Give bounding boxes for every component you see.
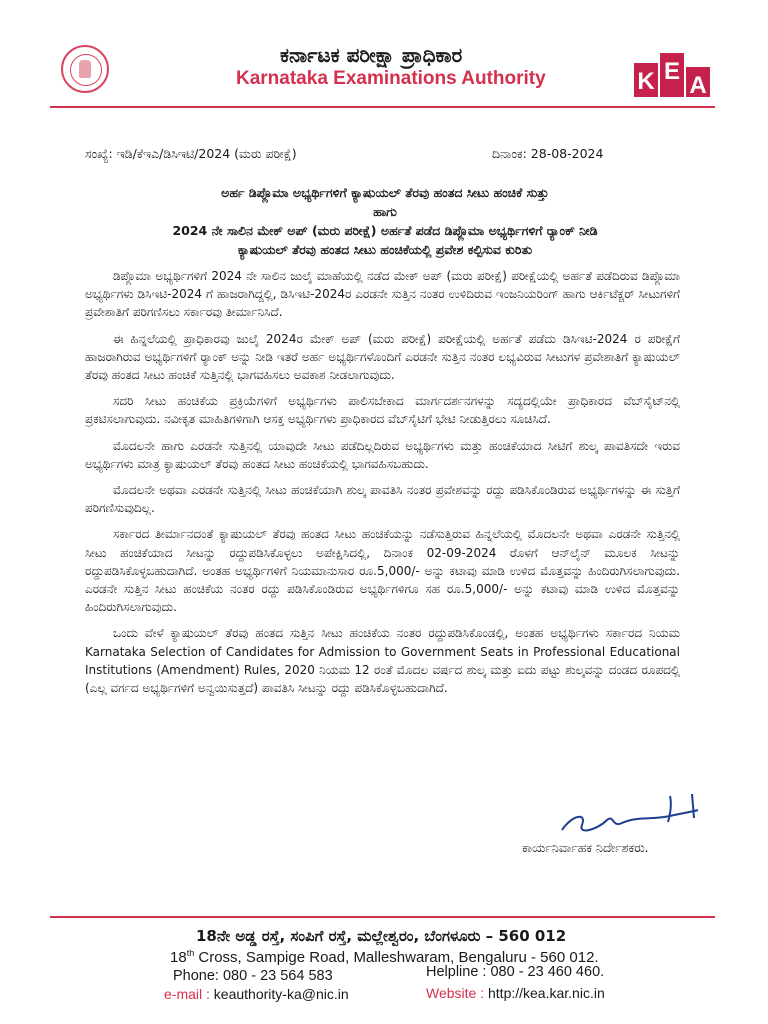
kea-logo <box>634 43 710 97</box>
letter-body <box>85 267 680 705</box>
authority-title-kannada: ಕರ್ನಾಟಕ ಪರೀಕ್ಷಾ ಪ್ರಾಧಿಕಾರ <box>280 43 463 67</box>
email-contact <box>164 986 349 1002</box>
reference-number: ಸಂಖ್ಯೆ: ಇಡಿ/ಕೆಇಎ/ಡಿಸಿಇಟಿ/2024 (ಮರು ಪರೀಕ್ಷೆ) <box>85 146 297 161</box>
kea-logo-letter-a: A <box>686 67 710 97</box>
footer-divider <box>50 916 715 918</box>
helpline-number: Helpline : 080 - 23 460 460. <box>426 964 605 980</box>
authority-title-english: Karnataka Examinations Authority <box>236 68 546 89</box>
body-paragraph: ಡಿಪ್ಲೊಮಾ ಅಭ್ಯರ್ಥಿಗಳಿಗೆ 2024 ನೇ ಸಾಲಿನ ಜುಲೈ ಮಾಹೆಯಲ್ಲಿ ನಡೆದ ಮೇಕ್ ಅಪ್ (ಮರು ಪರೀಕ್ಷೆ) ಪರೀಕ್ಷೆಯಲ್ಲಿ ಅರ್ಹತೆ ಪಡೆದಿರುವ ಡಿಪ್ಲೊಮಾ ಅಭ್ಯರ್ಥಿಗಳು ಡಿಸಿಇಟಿ-2024 ಗೆ ಹಾಜರಾಗಿದ್ದಲ್ಲಿ, ಡಿಸಿಇಟಿ-2024ರ ಎರಡನೇ ಸುತ್ತಿನ ನಂತರ ಉಳಿದಿರುವ ಇಂಜನಿಯರಿಂಗ್ ಹಾಗು ಆರ್ಕಿಟೆಕ್ಚರ್ ಸೀಟುಗಳಿಗೆ ಪ್ರವೇಶಾತಿಗೆ ಪರಿಗಣಿಸಲು ಸರ್ಕಾರವು ತೀರ್ಮಾನಿಸಿದೆ. <box>85 269 680 320</box>
website-label: Website : <box>426 985 488 1001</box>
signatory-designation: ಕಾರ್ಯನಿರ್ವಾಹಕ ನಿರ್ದೇಶಕರು. <box>522 840 649 855</box>
body-paragraph: ಮೊದಲನೇ ಅಥವಾ ಎರಡನೇ ಸುತ್ತಿನಲ್ಲಿ ಸೀಟು ಹಂಚಿಕೆಯಾಗಿ ಶುಲ್ಕ ಪಾವತಿಸಿ ನಂತರ ಪ್ರವೇಶವನ್ನು ರದ್ದು ಪಡಿಸಿಕೊಂಡಿರುವ ಅಭ್ಯರ್ಥಿಗಳನ್ನು ಈ ಸುತ್ತಿಗೆ ಪರಿಗಣಿಸುವುದಿಲ್ಲ. <box>85 483 680 516</box>
phone-number: Phone: 080 - 23 564 583 <box>173 968 333 984</box>
subject-line: ಕ್ಯಾಷುಯಲ್ ತೆರವು ಹಂತದ ಸೀಟು ಹಂಚಿಕೆಯಲ್ಲಿ ಪ್ರವೇಶ ಕಲ್ಪಿಸುವ ಕುರಿತು <box>237 242 533 257</box>
header-divider <box>50 106 715 108</box>
body-paragraph: ಸದರಿ ಸೀಟು ಹಂಚಿಕೆಯ ಪ್ರಕ್ರಿಯೆಗಳಿಗೆ ಅಭ್ಯರ್ಥಿಗಳು ಪಾಲಿಸಬೇಕಾದ ಮಾರ್ಗದರ್ಶನಗಳನ್ನು ಸದ್ಯದಲ್ಲಿಯೇ ಪ್ರಾಧಿಕಾರದ ವೆಬ್‌ಸೈಟ್‌ನಲ್ಲಿ ಪ್ರಕಟಿಸಲಾಗುವುದು. ನವೀಕೃತ ಮಾಹಿತಿಗಳಿಗಾಗಿ ಆಸಕ್ತ ಅಭ್ಯರ್ಥಿಗಳು ಪ್ರಾಧಿಕಾರದ ವೆಬ್‌ಸೈಟಿಗೆ ಭೇಟಿ ನೀಡುತ್ತಿರಲು ಸೂಚಿಸಿದೆ. <box>85 394 680 427</box>
subject-block <box>95 183 675 259</box>
seal-emblem-icon <box>79 60 91 78</box>
letter-date: ದಿನಾಂಕ: 28-08-2024 <box>492 146 604 161</box>
kea-logo-letter-e: E <box>660 53 684 97</box>
subject-line: ಅರ್ಹ ಡಿಪ್ಲೊಮಾ ಅಭ್ಯರ್ಥಿಗಳಿಗೆ ಕ್ಯಾಷುಯಲ್ ತೆರವು ಹಂತದ ಸೀಟು ಹಂಚಿಕೆ ಸುತ್ತು <box>221 185 549 200</box>
subject-line: 2024 ನೇ ಸಾಲಿನ ಮೇಕ್ ಅಪ್ (ಮರು ಪರೀಕ್ಷೆ) ಅರ್ಹತೆ ಪಡೆದ ಡಿಪ್ಲೊಮಾ ಅಭ್ಯರ್ಥಿಗಳಿಗೆ ರ್‍ಯಾಂಕ್ ನೀಡಿ <box>172 223 598 238</box>
body-paragraph: ಈ ಹಿನ್ನಲೆಯಲ್ಲಿ ಪ್ರಾಧಿಕಾರವು ಜುಲೈ 2024ರ ಮೇಕ್ ಅಪ್ (ಮರು ಪರೀಕ್ಷೆ) ಪರೀಕ್ಷೆಯಲ್ಲಿ ಅರ್ಹತೆ ಪಡೆದು ಡಿಸಿಇಟಿ-2024 ರ ಪರೀಕ್ಷೆಗೆ ಹಾಜರಾಗಿರುವ ಅಭ್ಯರ್ಥಿಗಳಿಗೆ ರ್‍ಯಾಂಕ್ ಅನ್ನು ನೀಡಿ ಇತರೆ ಅರ್ಹ ಅಭ್ಯರ್ಥಿಗಳೊಂದಿಗೆ ಎರಡನೇ ಸುತ್ತಿನ ನಂತರ ಲಭ್ಯವಿರುವ ಸೀಟುಗಳ ಪ್ರವೇಶಾತಿಗೆ ಕ್ಯಾಷುಯಲ್ ತೆರವು ಹಂತದ ಸೀಟು ಹಂಚಿಕೆ ಸುತ್ತಿನಲ್ಲಿ ಭಾಗವಹಿಸಲು ಅವಕಾಶ ನೀಡಲಾಗುವುದು. <box>85 331 680 383</box>
address-english: 18th Cross, Sampige Road, Malleshwaram, Bengaluru - 560 012. <box>170 948 599 966</box>
website-link[interactable]: http://kea.kar.nic.in <box>488 985 605 1001</box>
body-paragraph: ಸರ್ಕಾರದ ತೀರ್ಮಾನದಂತೆ ಕ್ಯಾಷುಯಲ್ ತೆರವು ಹಂತದ ಸೀಟು ಹಂಚಿಕೆಯನ್ನು ನಡೆಸುತ್ತಿರುವ ಹಿನ್ನಲೆಯಲ್ಲಿ ಮೊದಲನೇ ಅಥವಾ ಎರಡನೇ ಸುತ್ತಿನಲ್ಲಿ ಸೀಟು ಹಂಚಿಕೆಯಾದ ಸೀಟನ್ನು ರದ್ದುಪಡಿಸಿಕೊಳ್ಳಲು ಅಪೇಕ್ಷಿಸಿದಲ್ಲಿ, ದಿನಾಂಕ 02-09-2024 ರೊಳಗೆ ಆನ್‌ಲೈನ್ ಮೂಲಕ ಸೀಟನ್ನು ರದ್ದುಪಡಿಸಿಕೊಳ್ಳಬಹುದಾಗಿದೆ. ಅಂತಹ ಅಭ್ಯರ್ಥಿಗಳಿಗೆ ನಿಯಮಾನುಸಾರ ರೂ.5,000/- ಅನ್ನು ಕಟಾವು ಮಾಡಿ ಉಳಿದ ಮೊತ್ತವನ್ನು ಹಿಂದಿರುಗಿಸಲಾಗುವುದು. ಎರಡನೇ ಸುತ್ತಿನ ಸೀಟು ಹಂಚಿಕೆಯ ನಂತರ ರದ್ದು ಪಡಿಸಿಕೊಂಡಿರುವ ಅಭ್ಯರ್ಥಿಗಳಿಗೂ ಸಹ ರೂ.5,000/- ಅನ್ನು ಕಟಾವು ಮಾಡಿ ಉಳಿದ ಮೊತ್ತವನ್ನು ಹಿಂದಿರುಗಿಸಲಾಗುವುದು. <box>85 527 680 615</box>
email-link[interactable]: keauthority-ka@nic.in <box>213 986 349 1002</box>
website-contact <box>426 985 605 1001</box>
body-paragraph: ಮೊದಲನೇ ಹಾಗು ಎರಡನೇ ಸುತ್ತಿನಲ್ಲಿ ಯಾವುದೇ ಸೀಟು ಪಡೆದಿಲ್ಲದಿರುವ ಅಭ್ಯರ್ಥಿಗಳು ಮತ್ತು ಹಂಚಿಕೆಯಾದ ಸೀಟಿಗೆ ಶುಲ್ಕ ಪಾವತಿಸದೇ ಇರುವ ಅಭ್ಯರ್ಥಿಗಳು ಮಾತ್ರ ಕ್ಯಾಷುಯಲ್ ತೆರವು ಹಂತದ ಸೀಟು ಹಂಚಿಕೆಯಲ್ಲಿ ಭಾಗವಹಿಸಬಹುದು. <box>85 438 680 471</box>
kea-logo-letter-k: K <box>634 63 658 97</box>
karnataka-government-seal <box>61 45 109 93</box>
handwritten-signature <box>552 790 702 840</box>
subject-line: ಹಾಗು <box>373 204 397 219</box>
address-kannada: 18ನೇ ಅಡ್ಡ ರಸ್ತೆ, ಸಂಪಿಗೆ ರಸ್ತೆ, ಮಲ್ಲೇಶ್ವರಂ, ಬೆಂಗಳೂರು – 560 012 <box>196 927 567 945</box>
body-paragraph: ಒಂದು ವೇಳೆ ಕ್ಯಾಷುಯಲ್ ತೆರವು ಹಂತದ ಸುತ್ತಿನ ಸೀಟು ಹಂಚಿಕೆಯ ನಂತರ ರದ್ದುಪಡಿಸಿಕೊಂಡಲ್ಲಿ, ಅಂತಹ ಅಭ್ಯರ್ಥಿಗಳು ಸರ್ಕಾರದ ನಿಯಮ Karnataka Selection of Candidates for Admission to Government Seats in Professional Educational Institutions (Amendment) Rules, 2020 ನಿಯಮ 12 ರಂತೆ ಮೊದಲ ವರ್ಷದ ಶುಲ್ಕ ಮತ್ತು ಐದು ಪಟ್ಟು ಶುಲ್ಕವನ್ನು ದಂಡದ ರೂಪದಲ್ಲಿ (ಎಲ್ಲ ವರ್ಗದ ಅಭ್ಯರ್ಥಿಗಳಿಗೆ ಅನ್ವಯಿಸುತ್ತದೆ) ಪಾವತಿಸಿ ಸೀಟನ್ನು ರದ್ದು ಪಡಿಸಿಕೊಳ್ಳಬಹುದಾಗಿದೆ. <box>85 626 680 696</box>
email-label: e-mail : <box>164 986 214 1002</box>
